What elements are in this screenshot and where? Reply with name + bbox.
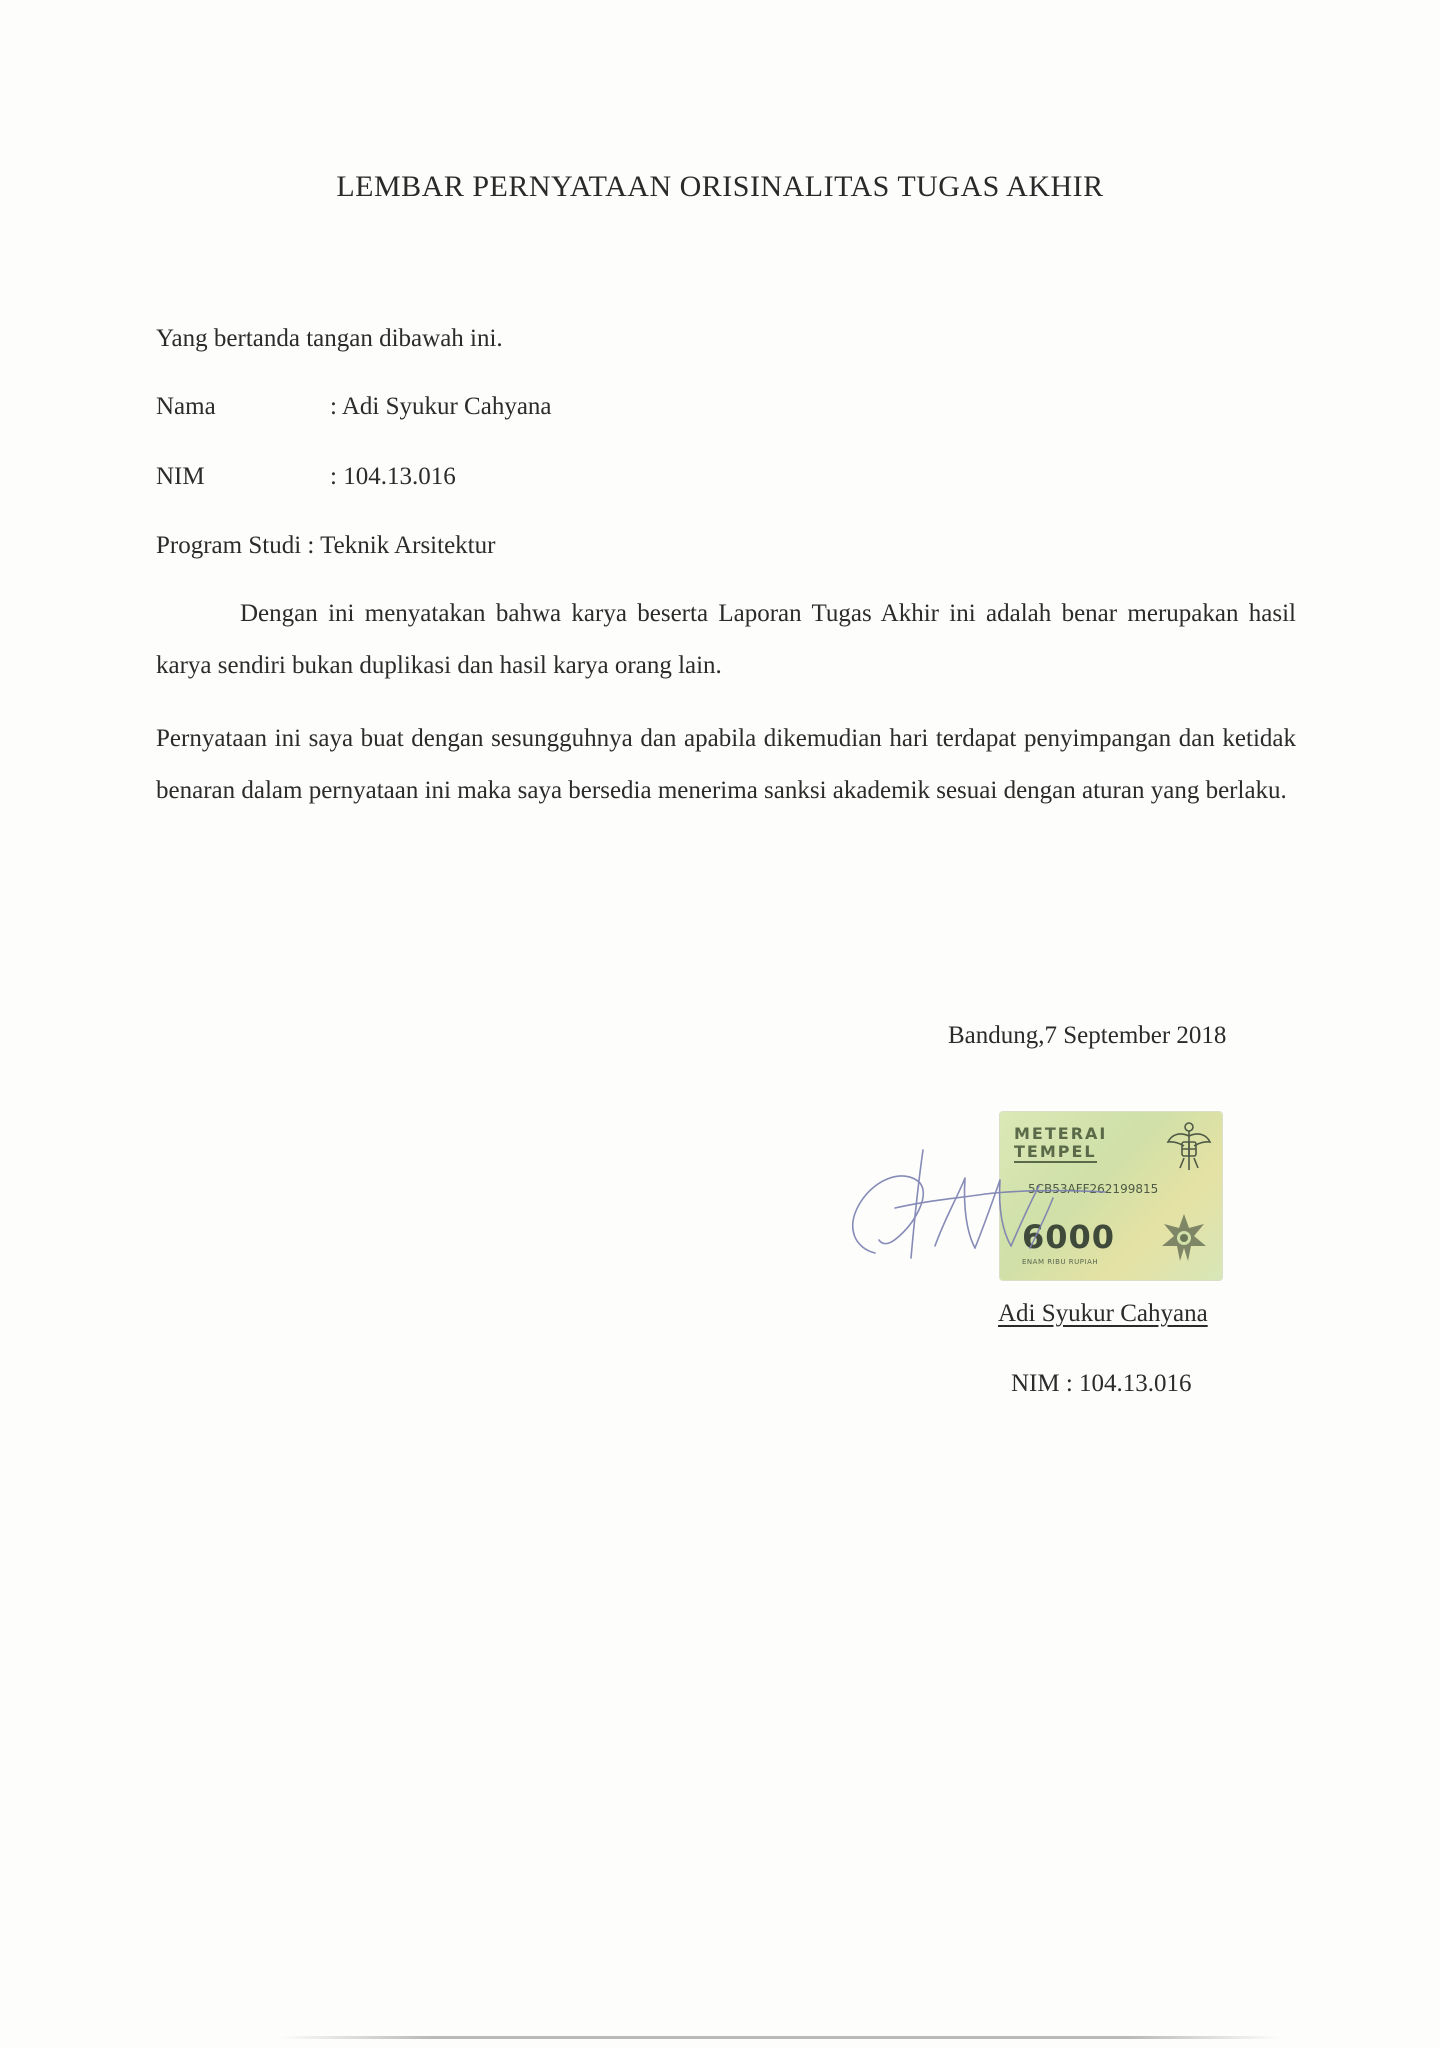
stamp-value-words: ENAM RIBU RUPIAH [1022,1258,1099,1266]
program-studi-line: Program Studi : Teknik Arsitektur [156,532,496,559]
stamp-title-line-1: METERAI [1014,1124,1108,1143]
nim-value: : 104.13.016 [330,463,456,490]
stamp-serial: 5CB53AFF262199815 [1028,1182,1159,1196]
nama-label: Nama [156,393,216,420]
signer-name: Adi Syukur Cahyana [998,1300,1208,1327]
page-bottom-edge [280,2036,1280,2039]
document-title: LEMBAR PERNYATAAN ORISINALITAS TUGAS AKHIR [336,170,1104,203]
stamp-value: 6000 [1022,1218,1116,1256]
signer-nim: NIM : 104.13.016 [1011,1370,1192,1397]
nama-value: : Adi Syukur Cahyana [330,393,552,420]
statement-paragraph-1: Dengan ini menyatakan bahwa karya beserta Laporan Tugas Akhir ini adalah benar merupakan hasil karya sendiri bukan duplikasi dan hasil karya orang lain. [156,600,1296,679]
nim-label: NIM [156,463,205,490]
garuda-emblem-icon [1166,1120,1212,1172]
stamp-title-line-2: TEMPEL [1014,1142,1097,1161]
place-date: Bandung,7 September 2018 [948,1022,1227,1049]
handwritten-signature-icon [835,1128,1165,1278]
star-emblem-icon [1158,1212,1210,1264]
intro-text: Yang bertanda tangan dibawah ini. [156,325,503,352]
statement-paragraph-2: Pernyataan ini saya buat dengan sesungguhnya dan apabila dikemudian hari terdapat penyimpangan dan ketidak benaran dalam pernyataan ini maka saya bersedia menerima sanksi akademik sesuai dengan aturan yang berlaku. [156,725,1296,804]
